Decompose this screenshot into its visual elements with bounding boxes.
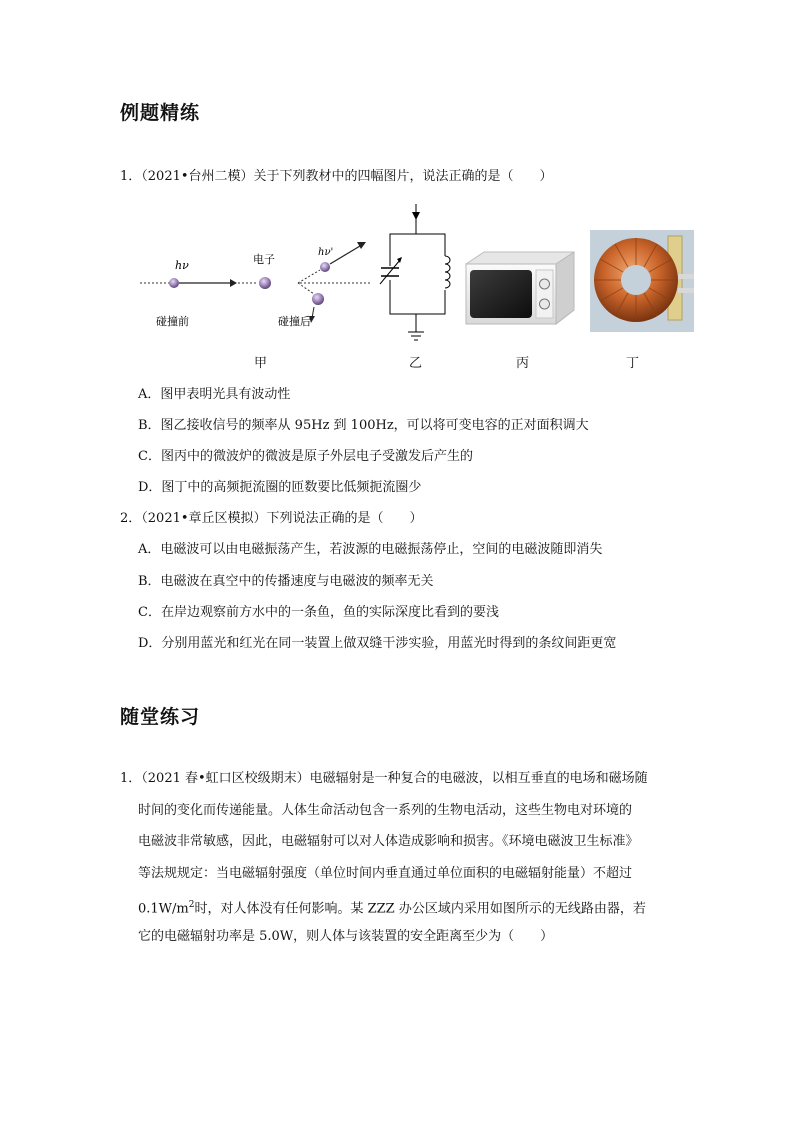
practice-question-line-3: 电磁波非常敏感，因此，电磁辐射可以对人体造成影响和损害。《环境电磁波卫生标准》 xyxy=(138,834,639,849)
practice-question-line-2: 时间的变化而传递能量。人体生命活动包含一系列的生物电活动，这些生物电对环境的 xyxy=(138,803,633,818)
figure-label-ding: 丁 xyxy=(626,356,640,371)
microwave-oven-image xyxy=(460,248,578,328)
question-1-option-c: C．图丙中的微波炉的微波是原子外层电子受激发后产生的 xyxy=(138,449,473,464)
section-title-practice: 随堂练习 xyxy=(120,706,201,728)
question-1-option-b: B．图乙接收信号的频率从 95Hz 到 100Hz，可以将可变电容的正对面积调大 xyxy=(138,418,589,433)
question-2-option-c: C．在岸边观察前方水中的一条鱼，鱼的实际深度比看到的要浅 xyxy=(138,605,499,620)
question-2-option-b: B．电磁波在真空中的传播速度与电磁波的频率无关 xyxy=(138,574,434,589)
figure-label-yi: 乙 xyxy=(409,356,423,371)
question-2-option-d: D．分别用蓝光和红光在同一装置上做双缝干涉实验，用蓝光时得到的条纹间距更宽 xyxy=(138,636,617,651)
figure-label-bing: 丙 xyxy=(516,356,530,371)
question-2-option-a: A．电磁波可以由电磁振荡产生，若波源的电磁振荡停止，空间的电磁波随即消失 xyxy=(138,542,603,557)
question-1-stem: 1．（2021•台州二模）关于下列教材中的四幅图片，说法正确的是（ ） xyxy=(120,169,553,184)
practice-question-line-4: 等法规规定：当电磁辐射强度（单位时间内垂直通过单位面积的电磁辐射能量）不超过 xyxy=(138,866,633,881)
electron-label: 电子 xyxy=(253,253,275,266)
before-collision-label: 碰撞前 xyxy=(156,315,189,328)
question-2-stem: 2．（2021•章丘区模拟）下列说法正确的是（ ） xyxy=(120,511,423,526)
question-1-option-a: A．图甲表明光具有波动性 xyxy=(138,387,291,402)
after-collision-label: 碰撞后 xyxy=(278,315,311,328)
intensity-exponent: 2 xyxy=(188,900,195,910)
question-1-option-d: D．图丁中的高频扼流圈的匝数要比低频扼流圈少 xyxy=(138,480,422,495)
section-title-examples: 例题精练 xyxy=(120,102,201,124)
figure-row xyxy=(130,200,710,375)
figure-label-jia: 甲 xyxy=(254,356,268,371)
compton-diagram xyxy=(138,230,373,335)
choke-coil-image xyxy=(590,230,694,332)
practice-question-line-5-rest: 时，对人体没有任何影响。某 ZZZ 办公区域内采用如图所示的无线路由器，若 xyxy=(194,901,646,917)
practice-question-line-5 xyxy=(138,896,646,918)
lc-circuit-diagram xyxy=(378,200,458,350)
hv-prime-label: hν' xyxy=(318,247,334,258)
hv-label: hν xyxy=(175,259,189,272)
intensity-value: 0.1W/m xyxy=(138,901,189,917)
practice-question-line-1: 1．（2021 春•虹口区校级期末）电磁辐射是一种复合的电磁波，以相互垂直的电场和磁场随 xyxy=(120,771,648,786)
practice-question-line-6: 它的电磁辐射功率是 5.0W，则人体与该装置的安全距离至少为（ ） xyxy=(138,929,554,944)
